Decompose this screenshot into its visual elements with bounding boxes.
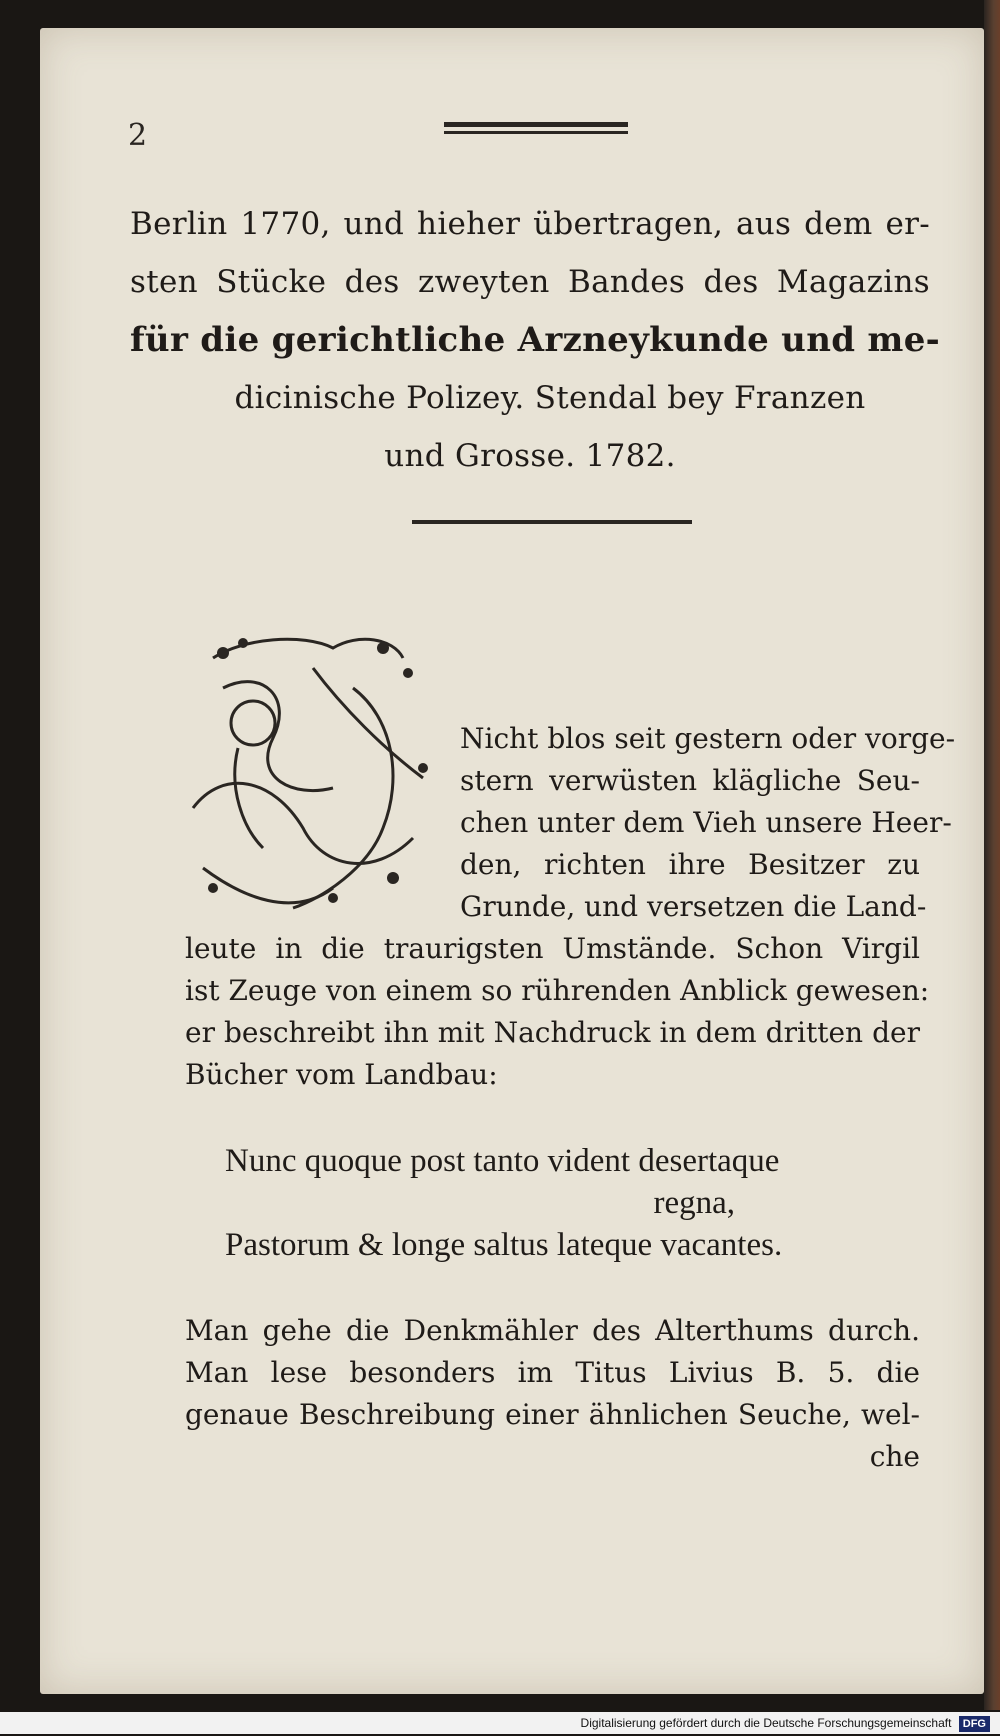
- title-line: sten Stücke des zweyten Bandes des Magazins: [130, 264, 930, 300]
- title-block: [130, 195, 941, 485]
- body-line: er beschreibt ihn mit Nachdruck in dem dritten der: [185, 1016, 920, 1049]
- body-line: leute in die traurigsten Umstände. Schon Virgil: [185, 932, 920, 965]
- body-line: genaue Beschreibung einer ähnlichen Seuche, wel-: [185, 1398, 920, 1431]
- latin-verse-quote: [225, 1140, 925, 1266]
- body-line: den, richten ihre Besitzer zu: [460, 848, 920, 881]
- verse-line: Nunc quoque post tanto vident desertaque: [225, 1143, 780, 1179]
- title-line: und Grosse. 1782.: [384, 438, 676, 474]
- verse-line: Pastorum & longe saltus lateque vacantes.: [225, 1227, 783, 1263]
- digitization-footer: [0, 1712, 1000, 1734]
- header-ornament-rule: [444, 122, 628, 138]
- body-line: Man lese besonders im Titus Livius B. 5. die: [185, 1356, 920, 1389]
- title-line: für die gerichtliche Arzneykunde und me-: [130, 320, 941, 360]
- verse-line: regna,: [653, 1185, 735, 1221]
- body-line: ist Zeuge von einem so rührenden Anblick gewesen:: [185, 974, 930, 1007]
- dfg-logo[interactable]: DFG: [959, 1716, 990, 1732]
- title-line: Berlin 1770, und hieher übertragen, aus dem er-: [130, 206, 930, 242]
- book-edge: [984, 0, 1000, 1710]
- body-line: Nicht blos seit gestern oder vorge-: [460, 722, 956, 755]
- footer-text: Digitalisierung gefördert durch die Deutsche Forschungsgemeinschaft: [580, 1716, 952, 1730]
- page-number: 2: [128, 118, 148, 153]
- body-line: Man gehe die Denkmähler des Alterthums durch.: [185, 1314, 920, 1347]
- body-line: stern verwüsten klägliche Seu-: [460, 764, 920, 797]
- body-line: chen unter dem Vieh unsere Heer-: [460, 806, 952, 839]
- body-line: Grunde, und versetzen die Land-: [460, 890, 927, 923]
- body-line: Bücher vom Landbau:: [185, 1058, 498, 1091]
- body-paragraph-1: [185, 718, 956, 1096]
- body-paragraph-2: [185, 1310, 920, 1478]
- section-rule: [412, 520, 692, 524]
- catchword: che: [869, 1440, 920, 1473]
- title-line: dicinische Polizey. Stendal bey Franzen: [234, 380, 866, 416]
